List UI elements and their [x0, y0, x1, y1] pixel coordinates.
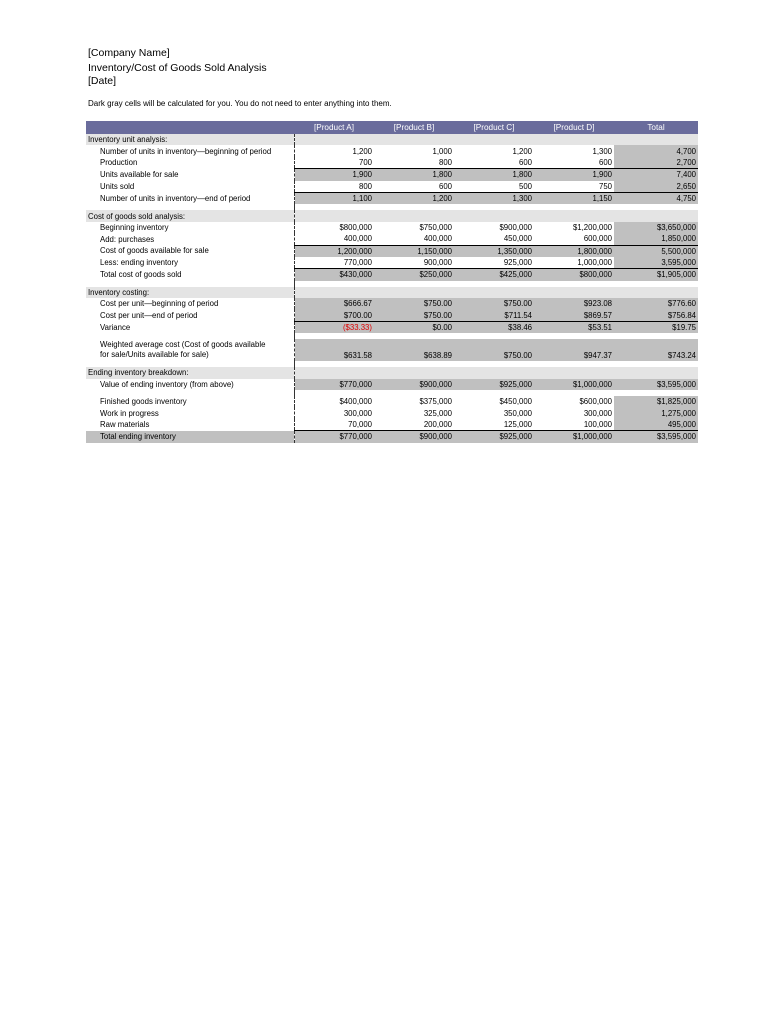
value-cell[interactable]: 770,000: [294, 257, 374, 269]
table-row: [86, 233, 698, 245]
row-label: Total ending inventory: [86, 431, 294, 443]
value-cell[interactable]: $1,000,000: [534, 379, 614, 390]
value-cell[interactable]: $925,000: [454, 431, 534, 443]
table-row: [86, 396, 698, 407]
table-row: [86, 419, 698, 431]
value-cell[interactable]: 1,150,000: [374, 245, 454, 257]
value-cell[interactable]: 1,300: [454, 192, 534, 204]
total-cell: $19.75: [614, 321, 698, 333]
table-row: [86, 298, 698, 309]
table-row: [86, 269, 698, 281]
total-cell: $3,650,000: [614, 222, 698, 233]
value-cell[interactable]: 1,200: [352, 146, 372, 156]
total-cell: $3,595,000: [614, 431, 698, 443]
value-cell[interactable]: $1,000,000: [534, 431, 614, 443]
value-cell[interactable]: 450,000: [454, 233, 534, 245]
empty-cell: [614, 134, 698, 145]
value-cell[interactable]: $600,000: [579, 397, 612, 407]
row-label: Less: ending inventory: [86, 257, 294, 269]
empty-cell: [534, 134, 614, 145]
value-cell[interactable]: 400,000: [294, 233, 374, 245]
total-cell: 7,400: [614, 169, 698, 181]
empty-cell: [294, 134, 374, 145]
total-cell: 495,000: [614, 419, 698, 431]
value-cell[interactable]: 100,000: [534, 419, 614, 431]
value-cell[interactable]: $800,000: [339, 222, 372, 232]
instruction-note: Dark gray cells will be calculated for you. You do not need to enter anything into them.: [88, 99, 392, 108]
row-label-line: Weighted average cost (Cost of goods available: [100, 340, 266, 350]
column-header[interactable]: [Product B]: [374, 121, 454, 134]
row-label: Cost per unit—end of period: [86, 309, 294, 321]
row-label: Beginning inventory: [86, 222, 294, 233]
column-header-row: [86, 121, 698, 134]
value-cell[interactable]: 700: [294, 157, 374, 169]
value-cell[interactable]: $900,000: [374, 431, 454, 443]
section-title: Inventory unit analysis:: [86, 134, 294, 145]
row-label: Cost of goods available for sale: [86, 245, 294, 257]
value-cell[interactable]: 1,200,000: [294, 245, 374, 257]
section-title: Cost of goods sold analysis:: [86, 210, 294, 221]
value-cell[interactable]: $0.00: [374, 321, 454, 333]
empty-cell: [614, 367, 698, 378]
table-row: [86, 222, 698, 233]
row-label: Cost per unit—beginning of period: [86, 298, 294, 309]
total-cell: $756.84: [614, 309, 698, 321]
value-cell[interactable]: 1,000: [432, 146, 452, 156]
empty-cell: [614, 287, 698, 298]
table-row: [86, 192, 698, 204]
value-cell[interactable]: $750.00: [374, 298, 454, 309]
value-cell: $638.89: [374, 339, 454, 361]
row-label: Work in progress: [86, 407, 294, 418]
company-name: [Company Name]: [88, 47, 170, 59]
row-label: Variance: [86, 321, 294, 333]
empty-cell: [374, 134, 454, 145]
value-cell[interactable]: 300,000: [343, 408, 372, 418]
value-cell[interactable]: 925,000: [454, 257, 534, 269]
value-cell: $631.58: [294, 339, 374, 361]
value-cell[interactable]: 500: [454, 181, 534, 193]
value-cell[interactable]: $750.00: [374, 309, 454, 321]
table-row: [86, 321, 698, 333]
value-cell[interactable]: 1,800: [374, 169, 454, 181]
row-label: Number of units in inventory—end of period: [86, 192, 294, 204]
table-row: [86, 157, 698, 169]
table-row: [86, 181, 698, 193]
sheet-title: Inventory/Cost of Goods Sold Analysis: [88, 62, 267, 74]
value-cell[interactable]: $375,000: [419, 397, 452, 407]
total-cell: $3,595,000: [614, 379, 698, 390]
value-cell[interactable]: $425,000: [454, 269, 534, 281]
section-header-row: [86, 287, 698, 298]
value-cell[interactable]: 1,900: [534, 169, 614, 181]
value-cell[interactable]: $900,000: [499, 222, 532, 232]
value-cell[interactable]: 600: [374, 181, 454, 193]
sheet-date: [Date]: [88, 75, 117, 87]
table-row: [86, 245, 698, 257]
row-label: Number of units in inventory—beginning of period: [86, 145, 294, 156]
value-cell[interactable]: 600,000: [534, 233, 614, 245]
empty-cell: [374, 367, 454, 378]
value-cell[interactable]: $53.51: [534, 321, 614, 333]
table-row: [86, 257, 698, 269]
row-label: Units available for sale: [86, 169, 294, 181]
value-cell[interactable]: 800: [374, 157, 454, 169]
value-cell[interactable]: $869.57: [534, 309, 614, 321]
value-cell[interactable]: $38.46: [454, 321, 534, 333]
section-header-row: [86, 210, 698, 221]
empty-cell: [454, 367, 534, 378]
empty-cell: [374, 210, 454, 221]
value-cell[interactable]: $770,000: [294, 379, 374, 390]
empty-cell: [294, 210, 374, 221]
row-label: Production: [86, 157, 294, 169]
empty-cell: [534, 367, 614, 378]
total-cell: 1,275,000: [614, 407, 698, 418]
value-cell[interactable]: $450,000: [499, 397, 532, 407]
value-cell[interactable]: 1,800: [454, 169, 534, 181]
value-cell: $947.37: [534, 339, 614, 361]
section-title: Ending inventory breakdown:: [86, 367, 294, 378]
total-cell: $1,825,000: [614, 396, 698, 407]
row-label: Value of ending inventory (from above): [86, 379, 294, 390]
value-cell[interactable]: 1,350,000: [454, 245, 534, 257]
total-cell: $743.24: [614, 339, 698, 361]
value-cell[interactable]: 70,000: [294, 419, 374, 431]
total-cell: 2,650: [614, 181, 698, 193]
total-cell: 4,700: [614, 145, 698, 156]
value-cell[interactable]: $923.08: [534, 298, 614, 309]
column-header[interactable]: [Product C]: [454, 121, 534, 134]
table-row: [86, 309, 698, 321]
total-cell: $776.60: [614, 298, 698, 309]
value-cell[interactable]: $666.67: [294, 298, 374, 309]
value-cell[interactable]: $250,000: [374, 269, 454, 281]
value-cell[interactable]: $750,000: [419, 222, 452, 232]
value-cell[interactable]: 1,200: [512, 146, 532, 156]
empty-cell: [294, 287, 374, 298]
empty-cell: [534, 210, 614, 221]
value-cell[interactable]: 1,300: [592, 146, 612, 156]
empty-cell: [294, 367, 374, 378]
empty-cell: [454, 134, 534, 145]
value-cell[interactable]: 1,000,000: [534, 257, 614, 269]
value-cell[interactable]: 1,800,000: [534, 245, 614, 257]
value-cell[interactable]: 350,000: [503, 408, 532, 418]
value-cell[interactable]: 1,200: [374, 192, 454, 204]
empty-cell: [534, 287, 614, 298]
value-cell[interactable]: $711.54: [454, 309, 534, 321]
value-cell[interactable]: 1,150: [534, 192, 614, 204]
total-cell: 5,500,000: [614, 245, 698, 257]
row-label-line: for sale/Units available for sale): [100, 350, 209, 360]
value-cell[interactable]: $900,000: [374, 379, 454, 390]
row-label: [86, 339, 294, 361]
value-cell[interactable]: $800,000: [534, 269, 614, 281]
value-cell[interactable]: 1,100: [294, 192, 374, 204]
inventory-table: [86, 121, 698, 443]
empty-cell: [614, 210, 698, 221]
row-label: Raw materials: [86, 419, 294, 431]
value-cell[interactable]: 600: [454, 157, 534, 169]
value-cell[interactable]: $770,000: [294, 431, 374, 443]
value-cell[interactable]: $925,000: [454, 379, 534, 390]
table-row: [86, 407, 698, 418]
value-cell[interactable]: 300,000: [583, 408, 612, 418]
empty-cell: [374, 287, 454, 298]
column-header[interactable]: Total: [614, 121, 698, 134]
weighted-average-row: [86, 339, 698, 361]
empty-cell: [454, 210, 534, 221]
total-cell: 3,595,000: [614, 257, 698, 269]
row-label: Total cost of goods sold: [86, 269, 294, 281]
value-cell[interactable]: 600: [534, 157, 614, 169]
row-label: Finished goods inventory: [86, 396, 294, 407]
section-header-row: [86, 367, 698, 378]
row-label: Units sold: [86, 181, 294, 193]
value-cell[interactable]: 325,000: [423, 408, 452, 418]
value-cell[interactable]: $400,000: [339, 397, 372, 407]
column-header[interactable]: [Product D]: [534, 121, 614, 134]
total-cell: 1,850,000: [614, 233, 698, 245]
value-cell[interactable]: 900,000: [374, 257, 454, 269]
value-cell[interactable]: 750: [534, 181, 614, 193]
table-row: [86, 379, 698, 390]
section-title: Inventory costing:: [86, 287, 294, 298]
value-cell[interactable]: 800: [294, 181, 374, 193]
value-cell[interactable]: $1,200,000: [572, 222, 612, 232]
value-cell: $750.00: [454, 339, 534, 361]
table-row: [86, 431, 698, 443]
section-header-row: [86, 134, 698, 145]
value-cell[interactable]: $430,000: [294, 269, 374, 281]
value-cell[interactable]: ($33.33): [294, 321, 374, 333]
total-cell: 2,700: [614, 157, 698, 169]
table-row: [86, 145, 698, 156]
table-row: [86, 169, 698, 181]
value-cell[interactable]: 400,000: [374, 233, 454, 245]
value-cell[interactable]: 1,900: [294, 169, 374, 181]
column-header[interactable]: [Product A]: [294, 121, 374, 134]
corner-cell: [86, 121, 294, 134]
empty-cell: [454, 287, 534, 298]
total-cell: 4,750: [614, 192, 698, 204]
value-cell[interactable]: 200,000: [374, 419, 454, 431]
total-cell: $1,905,000: [614, 269, 698, 281]
value-cell[interactable]: 125,000: [454, 419, 534, 431]
value-cell[interactable]: $700.00: [294, 309, 374, 321]
value-cell[interactable]: $750.00: [454, 298, 534, 309]
row-label: Add: purchases: [86, 233, 294, 245]
